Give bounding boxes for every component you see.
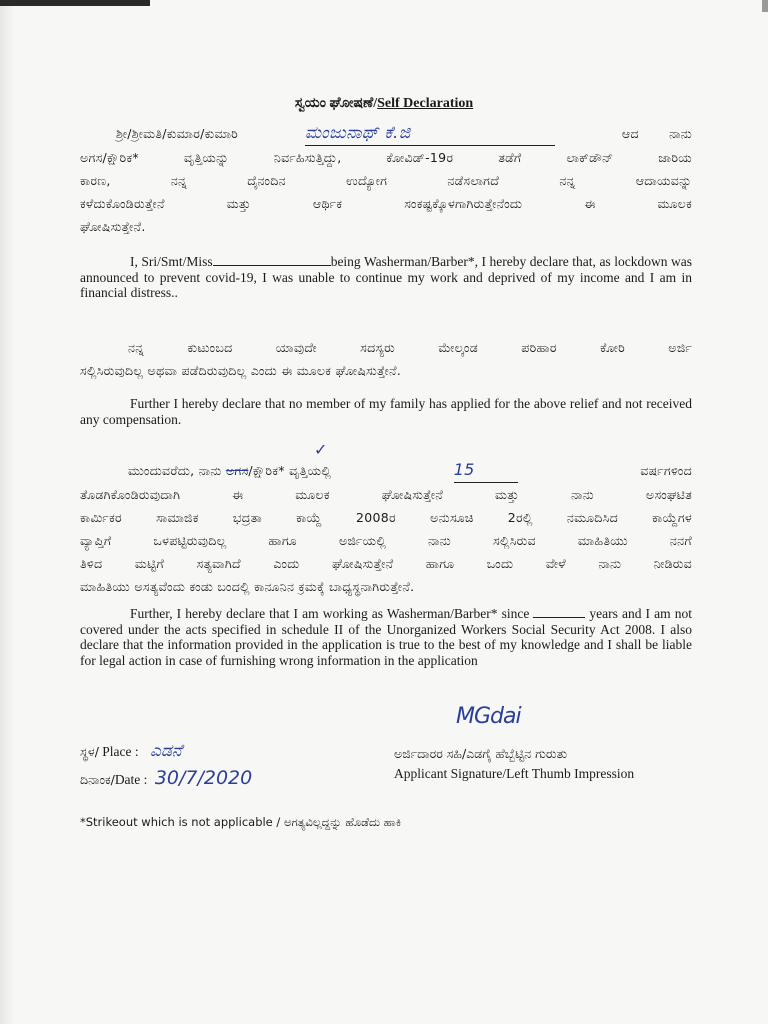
- salutation: ಶ್ರೀ/ಶ್ರೀಮತಿ/ಕುಮಾರ/ಕುಮಾರಿ: [116, 126, 239, 141]
- check-mark: ✓: [314, 442, 328, 459]
- kn-decl-line2: ಅಗಸ/ಕ್ಷೌರಿಕ* ವೃತ್ತಿಯನ್ನು ನಿರ್ವಹಿಸುತ್ತಿದ್ದು, ಕೋವಿಡ್-19ರ ತಡೆಗೆ ಲಾಕ್‌ಡೌನ್ ಜಾರಿಯ: [80, 150, 692, 165]
- place-handwritten: ಎಡನೆ: [150, 741, 182, 761]
- name-field: [305, 122, 555, 146]
- kannada-declaration: [80, 122, 692, 238]
- en-decl-prefix: I, Sri/Smt/Miss: [130, 254, 213, 269]
- en-name-blank: [213, 265, 331, 266]
- english-years: [80, 606, 692, 668]
- kn-decl-line5: ಘೋಷಿಸುತ್ತೇನೆ.: [80, 219, 146, 234]
- en-years-rest: years and I am not covered under the acts specified in schedule II of the Unorganized Workers Social Security Act 2008. I also declare that the information provided in the application is true to the best of my knowledge and I shall be liable for legal action in case of furnishing wrong information in the application: [80, 606, 692, 668]
- scan-edge-right: [762, 0, 768, 12]
- place-label-kn: ಸ್ಥಳ/: [80, 744, 99, 759]
- en-years-start: Further, I hereby declare that I am working as Washerman/Barber* since: [130, 606, 530, 621]
- date-row: [80, 765, 252, 793]
- struck-option: ಅಗಸ: [225, 463, 249, 478]
- scan-edge-top: [0, 0, 150, 6]
- title-english: Self Declaration: [377, 96, 474, 111]
- kn-family-line2: ಸಲ್ಲಿಸಿರುವುದಿಲ್ಲ ಅಥವಾ ಪಡೆದಿರುವುದಿಲ್ಲ ಎಂದು ಈ ಮೂಲಕ ಘೋಷಿಸುತ್ತೇನೆ.: [80, 363, 402, 378]
- years-handwritten: 15: [453, 460, 475, 479]
- signature-handwritten: MGdai: [456, 704, 521, 729]
- title-kannada: ಸ್ವಯಂ ಘೋಷಣೆ/: [294, 96, 378, 111]
- place-row: [80, 738, 252, 765]
- strikeout-note: *Strikeout which is not applicable / ಅಗತ್ಯವಿಲ್ಲದ್ದನ್ನು ಹೊಡೆದು ಹಾಕಿ: [80, 815, 402, 829]
- kn-decl-line1: [80, 122, 692, 146]
- scan-shadow-left: [0, 0, 14, 1024]
- years-field: [454, 458, 518, 483]
- kn-decl-line3: ಕಾರಣ, ನನ್ನ ದೈನಂದಿನ ಉದ್ಯೋಗ ನಡೆಸಲಾಗದೆ ನನ್ನ ಆದಾಯವನ್ನು: [80, 173, 692, 188]
- en-family-text: Further I hereby declare that no member of my family has applied for the above relief and not received any compensation.: [80, 396, 692, 427]
- signature-label-kn: ಅರ್ಜಿದಾರರ ಸಹಿ/ಎಡಗೈ ಹೆಬ್ಬೆಟ್ಟಿನ ಗುರುತು: [394, 746, 568, 761]
- english-family: [80, 396, 692, 427]
- date-handwritten: 30/7/2020: [154, 767, 253, 789]
- kn-years-line2: ತೊಡಗಿಕೊಂಡಿರುವುದಾಗಿ ಈ ಮೂಲಕ ಘೋಷಿಸುತ್ತೇನೆ ಮತ್ತು ನಾನು ಅಸಂಘಟಿತ: [80, 487, 692, 502]
- english-declaration: [80, 254, 692, 301]
- kn-years-end1: ವರ್ಷಗಳಿಂದ: [640, 463, 692, 478]
- kannada-family: [80, 336, 692, 382]
- kn-years-after-option: /ಕ್ಷೌರಿಕ* ವೃತ್ತಿಯಲ್ಲಿ: [248, 463, 332, 478]
- place-date-block: [80, 738, 252, 793]
- name-handwritten: ಮಂಜುನಾಥ್ ಕೆ.ಜಿ: [304, 123, 411, 143]
- kn-years-line6: ಮಾಹಿತಿಯು ಅಸತ್ಯವೆಂದು ಕಂಡು ಬಂದಲ್ಲಿ ಕಾನೂನಿನ ಕ್ರಮಕ್ಕೆ ಬಾಧ್ಯಸ್ಥನಾಗಿರುತ್ತೇನೆ.: [80, 579, 415, 594]
- en-decl-text: being Washerman/Barber*, I hereby declare that, as lockdown was announced to prevent covid-19, I was unable to continue my work and deprived of my income and I am in financial distress..: [80, 254, 692, 300]
- document-title: [0, 96, 768, 112]
- place-label-en: Place :: [98, 744, 139, 759]
- kn-years-line1: [80, 458, 692, 483]
- kn-family-line1: ನನ್ನ ಕುಟುಂಬದ ಯಾವುದೇ ಸದಸ್ಯರು ಮೇಲ್ಕಂಡ ಪರಿಹಾರ ಕೋರಿ ಅರ್ಜಿ: [128, 340, 692, 355]
- date-label-en: Date :: [114, 772, 148, 787]
- kn-decl-line4: ಕಳೆದುಕೊಂಡಿರುತ್ತೇನೆ ಮತ್ತು ಆರ್ಥಿಕ ಸಂಕಷ್ಟಕ್ಕೊಳಗಾಗಿರುತ್ತೇನೆಂದು ಈ ಮೂಲಕ: [80, 196, 692, 211]
- en-years-blank: [533, 617, 585, 618]
- kn-years-line4: ವ್ಯಾಪ್ತಿಗೆ ಒಳಪಟ್ಟಿರುವುದಿಲ್ಲ ಹಾಗೂ ಅರ್ಜಿಯಲ್ಲಿ ನಾನು ಸಲ್ಲಿಸಿರುವ ಮಾಹಿತಿಯು ನನಗೆ: [80, 533, 692, 548]
- signature-label-block: [394, 744, 634, 784]
- date-label-kn: ದಿನಾಂಕ/: [80, 772, 115, 787]
- kannada-years: [80, 458, 692, 598]
- kn-years-line3: ಕಾರ್ಮಿಕರ ಸಾಮಾಜಿಕ ಭದ್ರತಾ ಕಾಯ್ದೆ 2008ರ ಅನುಸೂಚಿ 2ರಲ್ಲಿ ನಮೂದಿಸಿದ ಕಾಯ್ದೆಗಳ: [80, 510, 692, 525]
- kn-years-line5: ತಿಳಿದ ಮಟ್ಟಿಗೆ ಸತ್ಯವಾಗಿದೆ ಎಂದು ಘೋಷಿಸುತ್ತೇನೆ ಹಾಗೂ ಒಂದು ವೇಳೆ ನಾನು ನೀಡಿರುವ: [80, 556, 692, 571]
- kn-decl-line1-end: ಆದ ನಾನು: [621, 126, 692, 141]
- signature-label-en: Applicant Signature/Left Thumb Impression: [394, 766, 635, 781]
- kn-years-start: ಮುಂದುವರೆದು, ನಾನು: [128, 463, 222, 478]
